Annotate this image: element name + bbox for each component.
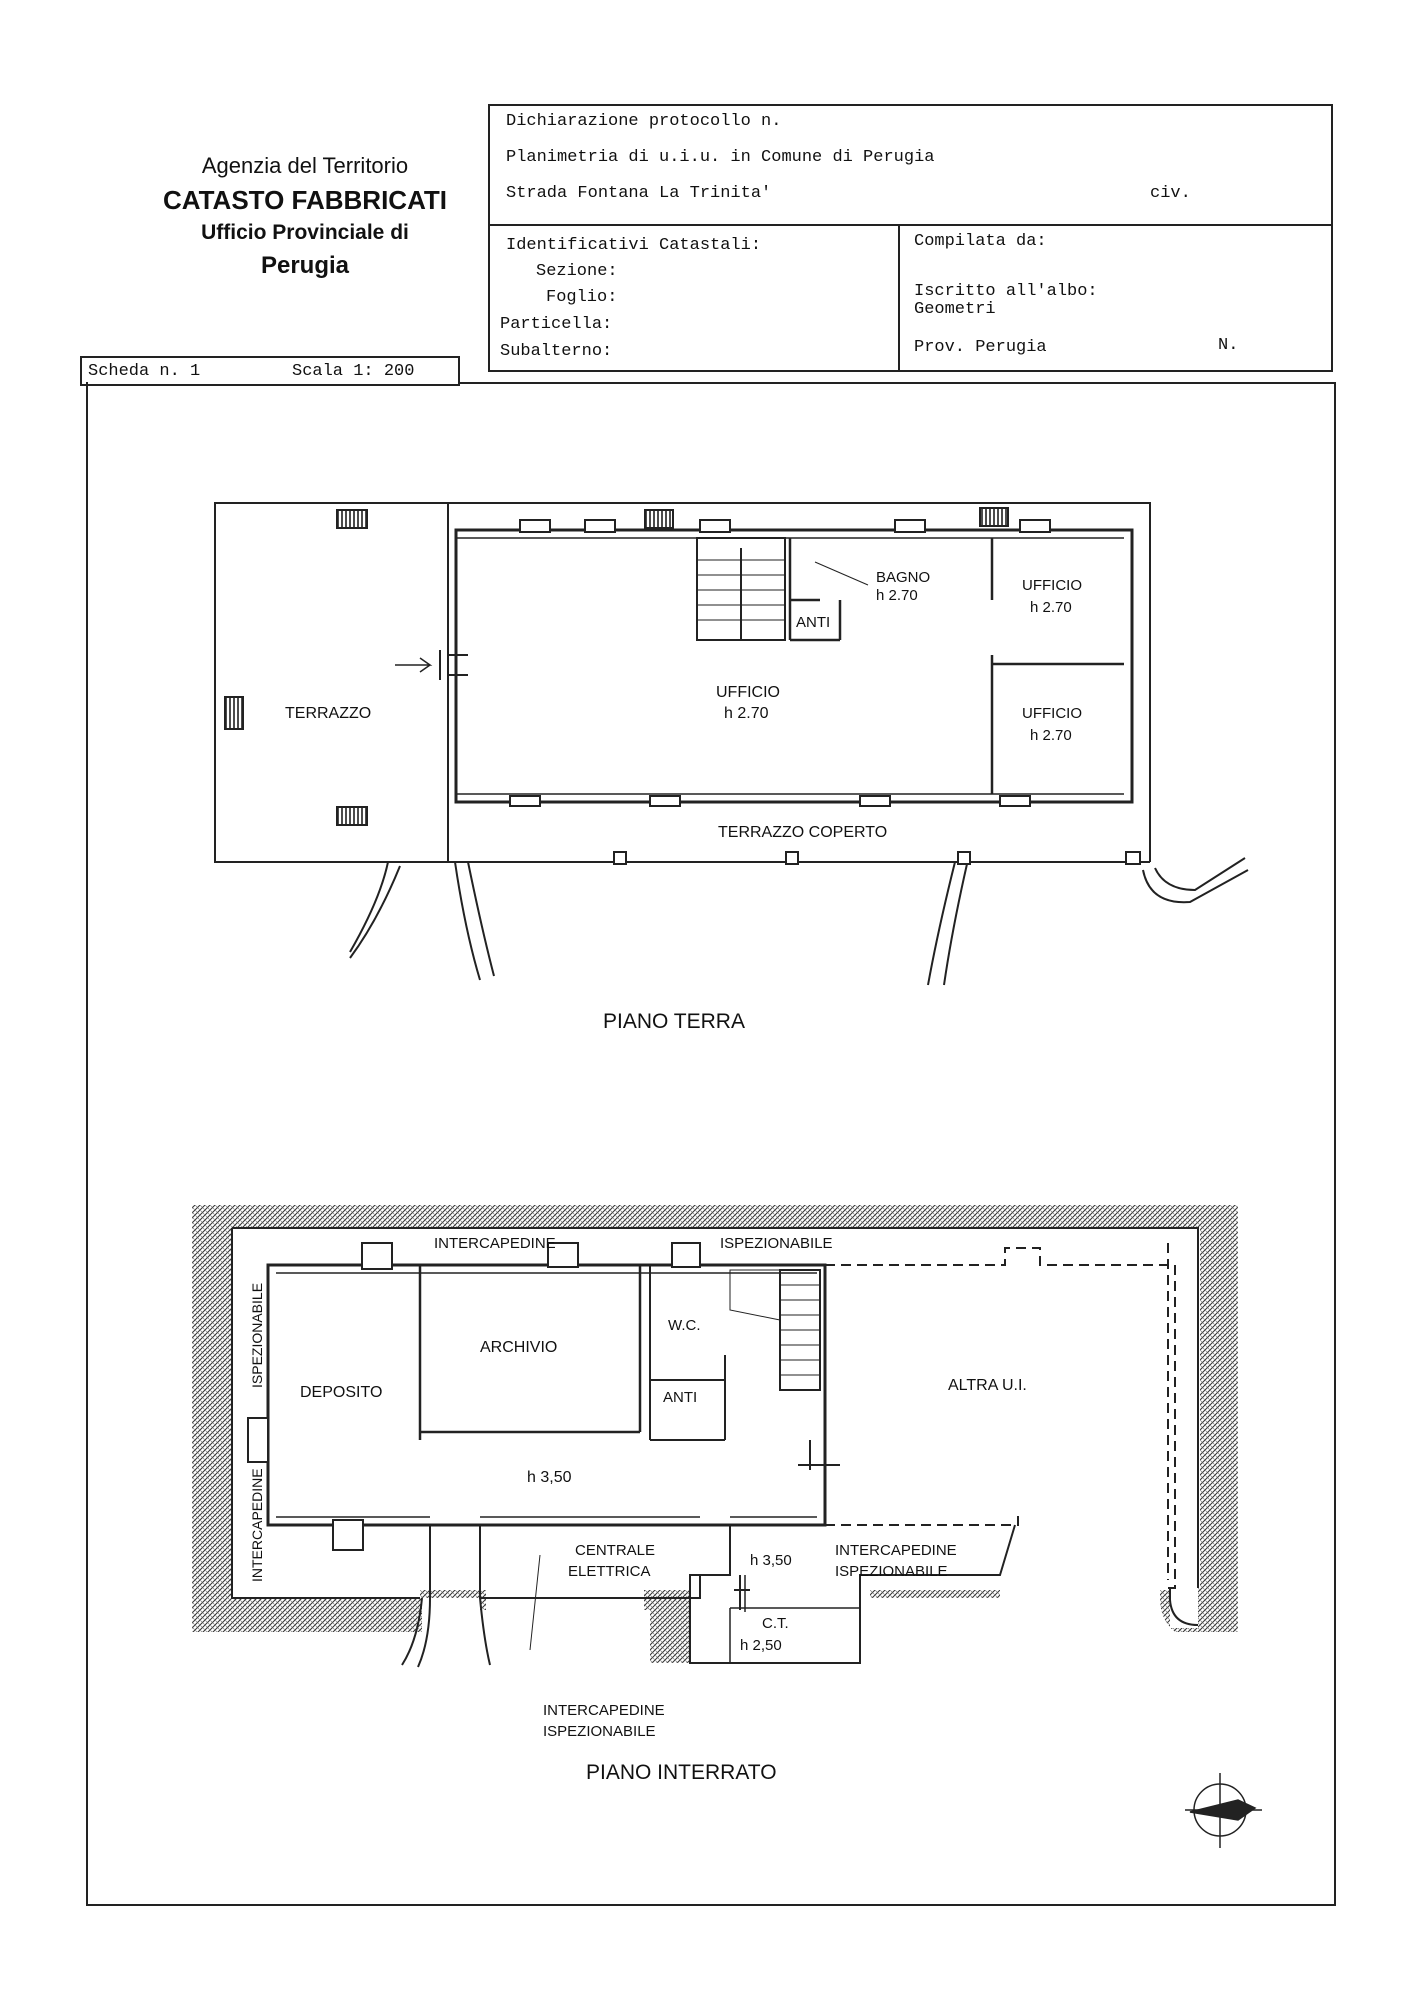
identifiers-title: Identificativi Catastali:: [506, 236, 762, 255]
ispezionabile-bottom-label: ISPEZIONABILE: [543, 1723, 656, 1740]
intercapedine-left-label: INTERCAPEDINE: [249, 1468, 265, 1582]
foglio-label: Foglio:: [546, 288, 618, 307]
intercapedine-right-label: INTERCAPEDINE: [835, 1542, 957, 1559]
street-label: Strada Fontana La Trinita': [506, 184, 772, 203]
building-outer-wall: [448, 503, 1150, 862]
ispezionabile-left-label: ISPEZIONABILE: [249, 1282, 265, 1388]
basement-plan: [192, 1205, 1238, 1667]
anti-label: ANTI: [796, 614, 831, 631]
anti-basement-label: ANTI: [663, 1389, 698, 1406]
civ-label: civ.: [1150, 184, 1191, 203]
ufficio-bottom-right-label: UFFICIO: [1022, 705, 1082, 722]
bagno-height: h 2.70: [876, 587, 918, 604]
piano-interrato-title: PIANO INTERRATO: [586, 1761, 777, 1784]
protocol-label: Dichiarazione protocollo n.: [506, 112, 782, 131]
compass-icon: [1185, 1773, 1262, 1848]
sezione-label: Sezione:: [536, 262, 618, 281]
ground-floor-plan: [215, 503, 1248, 985]
terrace-outline: [215, 503, 448, 862]
registry-name: CATASTO FABBRICATI: [162, 185, 448, 215]
building-inner-wall: [456, 530, 1132, 802]
elettrica-label: ELETTRICA: [568, 1563, 651, 1580]
terrazzo-label: TERRAZZO: [285, 705, 372, 722]
deposito-label: DEPOSITO: [300, 1384, 383, 1401]
agency-name: Agenzia del Territorio: [201, 153, 409, 178]
subalterno-label: Subalterno:: [500, 342, 613, 361]
bagno-label: BAGNO: [876, 569, 931, 586]
scale-label: Scala 1: 200: [292, 362, 415, 381]
iscritto-label: Iscritto all'albo:: [914, 282, 1098, 301]
terrazzo-coperto-label: TERRAZZO COPERTO: [718, 824, 888, 841]
ufficio-main-label: UFFICIO: [716, 684, 780, 701]
intercapedine-top-label: INTERCAPEDINE: [434, 1235, 556, 1252]
wc-label: W.C.: [668, 1317, 701, 1334]
registration-number-label: N.: [1218, 336, 1239, 355]
sheet-number: Scheda n. 1: [88, 362, 201, 381]
ispezionabile-top-label: ISPEZIONABILE: [720, 1235, 833, 1252]
small-room-height-label: h 3,50: [750, 1552, 792, 1569]
intercapedine-bottom-label: INTERCAPEDINE: [543, 1702, 665, 1719]
ufficio-top-right-label: UFFICIO: [1022, 577, 1082, 594]
archivio-label: ARCHIVIO: [480, 1339, 558, 1356]
main-height-label: h 3,50: [527, 1469, 572, 1486]
ufficio-top-right-height: h 2.70: [1030, 599, 1072, 616]
ispezionabile-right-label: ISPEZIONABILE: [835, 1563, 948, 1580]
particella-label: Particella:: [500, 315, 613, 334]
piano-terra-title: PIANO TERRA: [603, 1010, 745, 1033]
ufficio-bottom-right-height: h 2.70: [1030, 727, 1072, 744]
ufficio-main-height: h 2.70: [724, 705, 769, 722]
centrale-label: CENTRALE: [575, 1542, 656, 1559]
province-label: Prov. Perugia: [914, 338, 1047, 357]
compiler-title: Compilata da:: [914, 232, 1047, 251]
office-city: Perugia: [260, 252, 350, 279]
albo-label: Geometri: [914, 300, 996, 319]
ct-label: C.T.: [762, 1615, 789, 1632]
ct-height-label: h 2,50: [740, 1637, 782, 1654]
office-name: Ufficio Provinciale di: [201, 221, 409, 244]
altra-ui-label: ALTRA U.I.: [948, 1377, 1027, 1394]
plan-label: Planimetria di u.i.u. in Comune di Perugia: [506, 148, 935, 167]
